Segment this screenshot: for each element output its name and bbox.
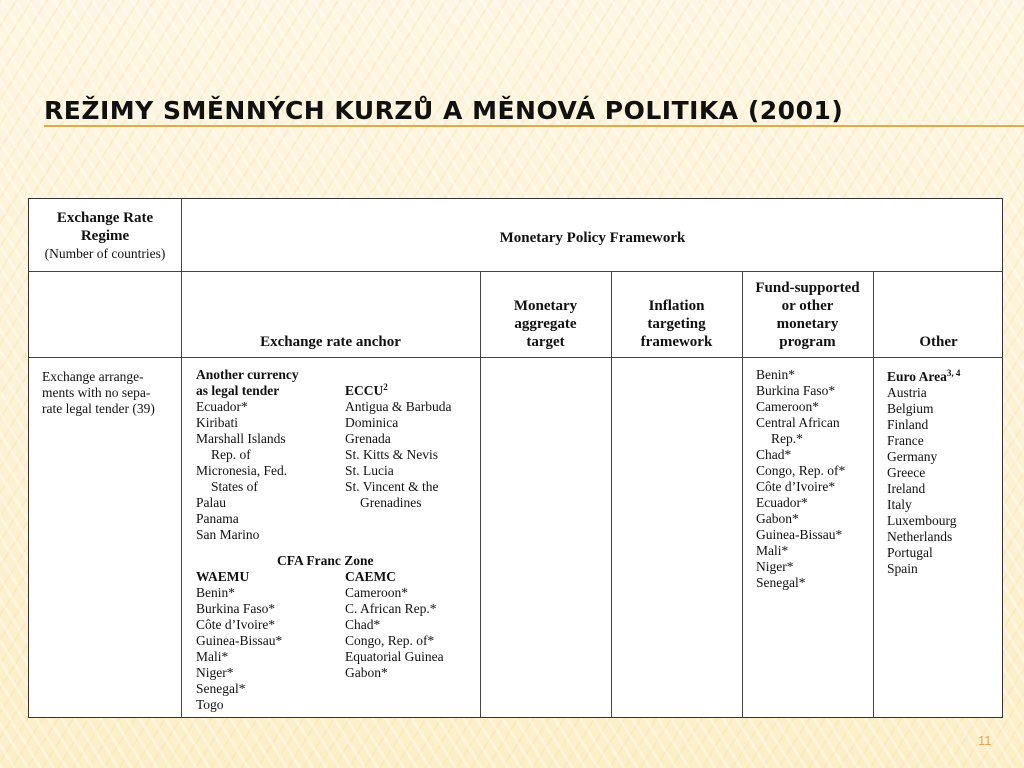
list-item: San Marino bbox=[196, 527, 260, 542]
header-text: Fund-supported bbox=[755, 280, 860, 296]
list-item: Chad* bbox=[756, 447, 792, 462]
list-item: Finland bbox=[887, 417, 929, 432]
waemu-list bbox=[196, 569, 282, 713]
list-item: Equatorial Guinea bbox=[345, 649, 444, 664]
list-item: Guinea-Bissau* bbox=[756, 527, 843, 542]
header-text: monetary bbox=[776, 316, 839, 332]
list-item: Senegal* bbox=[756, 575, 806, 590]
list-item: Belgium bbox=[887, 401, 934, 416]
list-item: Mali* bbox=[756, 543, 789, 558]
list-item: Côte d’Ivoire* bbox=[196, 617, 276, 632]
header-text: Inflation bbox=[648, 298, 705, 314]
list-item: Grenadines bbox=[360, 495, 422, 510]
list-item: Ireland bbox=[887, 481, 926, 496]
header-text: targeting bbox=[647, 316, 706, 332]
list-item: St. Kitts & Nevis bbox=[345, 447, 439, 462]
anchor-column-header: Exchange rate anchor bbox=[260, 334, 401, 350]
list-item: Ecuador* bbox=[756, 495, 808, 510]
header-text: target bbox=[526, 334, 565, 350]
list-item: St. Lucia bbox=[345, 463, 394, 478]
list-item: Benin* bbox=[756, 367, 795, 382]
list-item: Kiribati bbox=[196, 415, 238, 430]
list-item: C. African Rep.* bbox=[345, 601, 437, 616]
list-item: Central African bbox=[756, 415, 840, 430]
list-item: States of bbox=[211, 479, 258, 494]
list-item: Germany bbox=[887, 449, 938, 464]
list-item: Guinea-Bissau* bbox=[196, 633, 283, 648]
list-item: Congo, Rep. of* bbox=[345, 633, 435, 648]
group-heading: WAEMU bbox=[196, 569, 250, 584]
heading-text: Euro Area bbox=[887, 369, 947, 384]
list-item: Senegal* bbox=[196, 681, 246, 696]
list-item: Niger* bbox=[196, 665, 234, 680]
regime-column-header bbox=[29, 209, 181, 263]
monetary-column-header bbox=[480, 297, 611, 351]
group-heading: as legal tender bbox=[196, 383, 280, 398]
list-item: Italy bbox=[887, 497, 912, 512]
list-item: Congo, Rep. of* bbox=[756, 463, 846, 478]
list-item: Portugal bbox=[887, 545, 933, 560]
row-divider bbox=[29, 357, 1002, 358]
list-item: Dominica bbox=[345, 415, 399, 430]
fund-column-header bbox=[742, 279, 873, 351]
heading-text: ECCU bbox=[345, 383, 384, 398]
list-item: Burkina Faso* bbox=[196, 601, 276, 616]
header-text: program bbox=[779, 334, 836, 350]
list-item: Luxembourg bbox=[887, 513, 957, 528]
list-item: Gabon* bbox=[756, 511, 799, 526]
row-divider bbox=[29, 271, 1002, 272]
header-text: aggregate bbox=[514, 316, 577, 332]
list-item: Netherlands bbox=[887, 529, 953, 544]
group-heading bbox=[887, 369, 960, 385]
page-number: 11 bbox=[978, 733, 992, 748]
list-item: Marshall Islands bbox=[196, 431, 286, 446]
list-item: Spain bbox=[887, 561, 918, 576]
row-label-text: Exchange arrange- bbox=[42, 369, 144, 384]
eccu-list bbox=[345, 383, 451, 511]
header-text: Regime bbox=[80, 228, 130, 244]
row-label-text: rate legal tender (39) bbox=[42, 401, 155, 416]
cfa-franc-zone-heading: CFA Franc Zone bbox=[277, 553, 374, 568]
list-item: Ecuador* bbox=[196, 399, 248, 414]
list-item: Niger* bbox=[756, 559, 794, 574]
list-item: Austria bbox=[887, 385, 927, 400]
list-item: Rep. of bbox=[211, 447, 251, 462]
another-currency-list bbox=[196, 367, 299, 543]
column-divider bbox=[181, 199, 182, 717]
list-item: Cameroon* bbox=[345, 585, 408, 600]
euro-area-list bbox=[887, 369, 960, 577]
regime-row-label bbox=[42, 369, 155, 417]
list-item: Mali* bbox=[196, 649, 229, 664]
group-heading bbox=[345, 383, 451, 399]
list-item: Gabon* bbox=[345, 665, 388, 680]
list-item: Panama bbox=[196, 511, 239, 526]
footnote-marker: 2 bbox=[383, 382, 388, 392]
list-item: Antigua & Barbuda bbox=[345, 399, 452, 414]
list-item: Côte d’Ivoire* bbox=[756, 479, 836, 494]
header-text: or other bbox=[781, 298, 834, 314]
group-heading: CAEMC bbox=[345, 569, 396, 584]
list-item: Togo bbox=[196, 697, 224, 712]
row-label-text: ments with no sepa- bbox=[42, 385, 151, 400]
header-text: Monetary bbox=[513, 298, 578, 314]
list-item: St. Vincent & the bbox=[345, 479, 439, 494]
other-column-header: Other bbox=[919, 334, 958, 350]
list-item: Palau bbox=[196, 495, 226, 510]
group-heading: Another currency bbox=[196, 367, 299, 382]
list-item: Burkina Faso* bbox=[756, 383, 836, 398]
header-text: framework bbox=[640, 334, 713, 350]
list-item: Grenada bbox=[345, 431, 391, 446]
list-item: Benin* bbox=[196, 585, 235, 600]
footnote-marker: 3, 4 bbox=[946, 368, 961, 378]
list-item: France bbox=[887, 433, 924, 448]
title-underline bbox=[44, 125, 1024, 127]
exchange-regime-table bbox=[28, 198, 1003, 718]
list-item: Greece bbox=[887, 465, 926, 480]
header-note: (Number of countries) bbox=[44, 246, 166, 261]
inflation-column-header bbox=[611, 297, 742, 351]
slide-title: REŽIMY SMĚNNÝCH KURZŮ A MĚNOVÁ POLITIKA (2001) bbox=[44, 96, 844, 125]
list-item: Chad* bbox=[345, 617, 381, 632]
fund-supported-list bbox=[756, 367, 845, 591]
caemc-list bbox=[345, 569, 444, 681]
list-item: Micronesia, Fed. bbox=[196, 463, 288, 478]
list-item: Cameroon* bbox=[756, 399, 819, 414]
list-item: Rep.* bbox=[771, 431, 803, 446]
header-text: Exchange Rate bbox=[56, 210, 154, 226]
framework-header: Monetary Policy Framework bbox=[499, 230, 686, 246]
